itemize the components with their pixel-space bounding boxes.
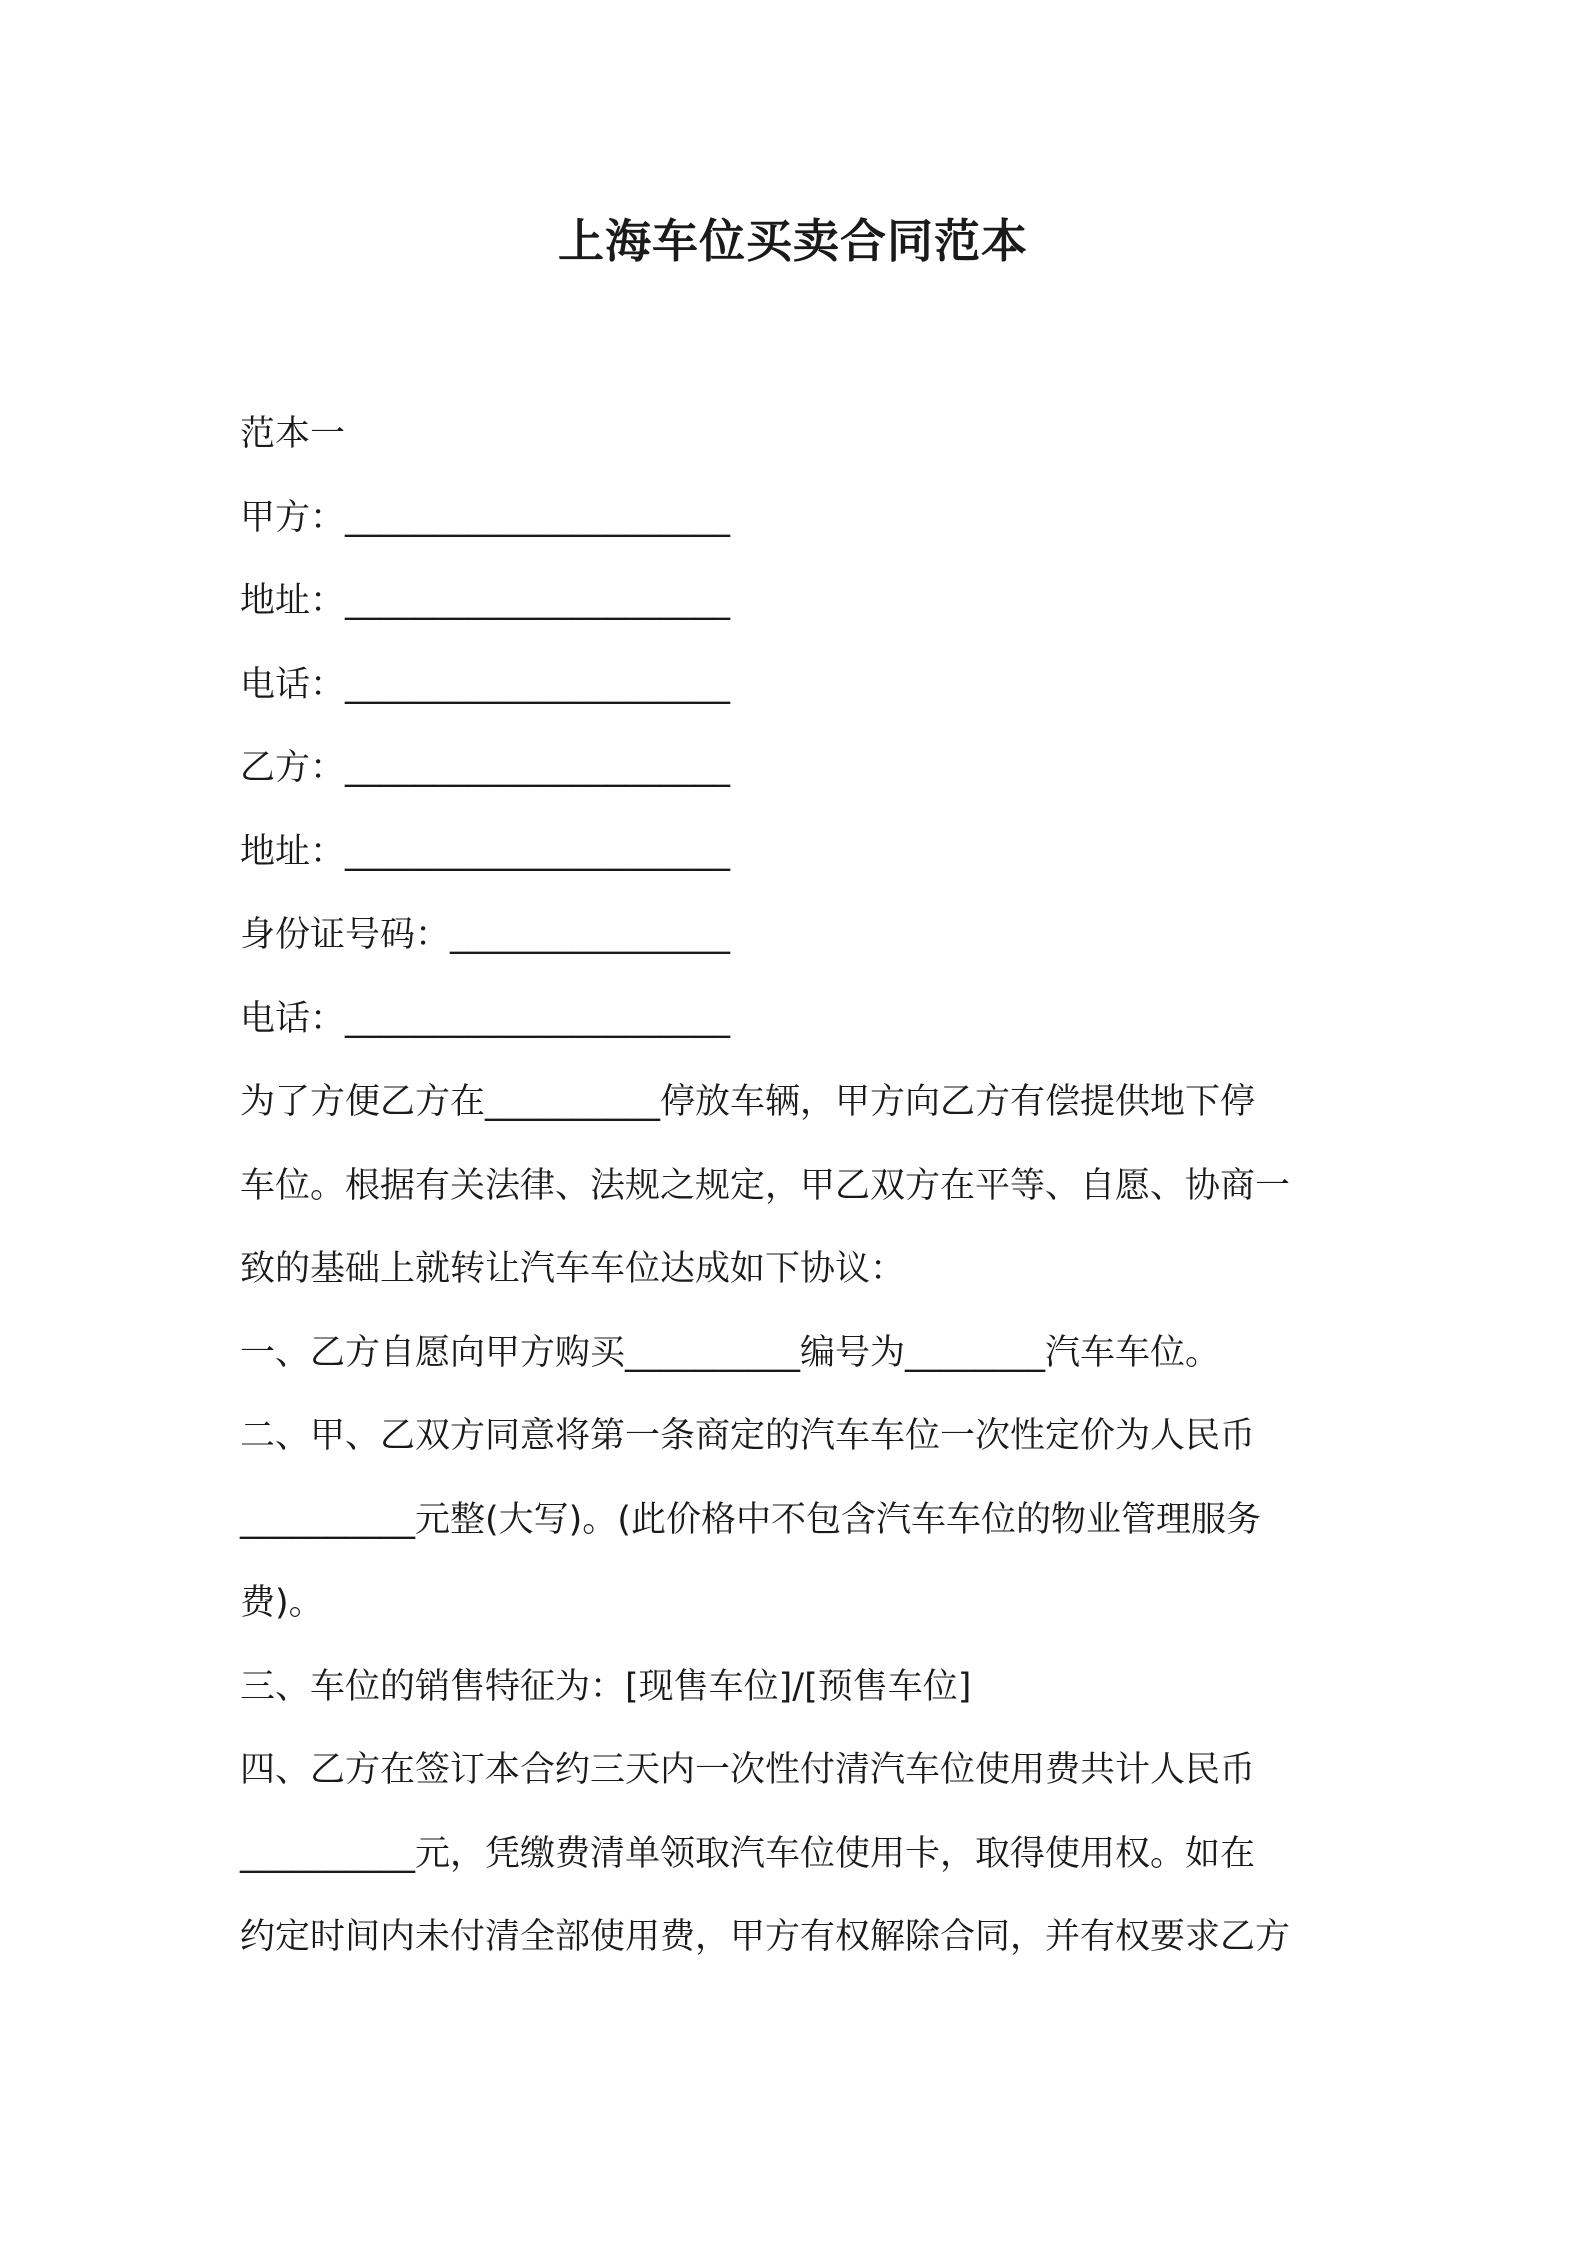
party-b-field: 乙方：______________________ bbox=[240, 748, 731, 788]
clause-3-line: 三、车位的销售特征为：[现售车位]/[预售车位] bbox=[240, 1667, 972, 1707]
party-b-address-field: 地址：______________________ bbox=[240, 832, 731, 872]
clause-4-line: 四、乙方在签订本合约三天内一次性付清汽车位使用费共计人民币 bbox=[240, 1750, 1256, 1790]
party-a-field: 甲方：______________________ bbox=[240, 498, 731, 538]
preamble-line: 致的基础上就转让汽车车位达成如下协议： bbox=[240, 1249, 906, 1289]
preamble-line: 为了方便乙方在__________停放车辆，甲方向乙方有偿提供地下停 bbox=[240, 1082, 1256, 1122]
section-heading: 范本一 bbox=[240, 414, 346, 454]
document-title: 上海车位买卖合同范本 bbox=[558, 214, 1028, 268]
party-b-phone-field: 电话：______________________ bbox=[240, 999, 731, 1039]
party-a-address-field: 地址：______________________ bbox=[240, 581, 731, 621]
clause-4-line: __________元，凭缴费清单领取汽车位使用卡，取得使用权。如在 bbox=[240, 1834, 1256, 1874]
preamble-line: 车位。根据有关法律、法规之规定，甲乙双方在平等、自愿、协商一 bbox=[240, 1166, 1291, 1206]
clause-2-line: __________元整(大写)。(此价格中不包含汽车车位的物业管理服务 bbox=[240, 1500, 1261, 1540]
clause-1-line: 一、乙方自愿向甲方购买__________编号为________汽车车位。 bbox=[240, 1333, 1221, 1373]
clause-4-line: 约定时间内未付清全部使用费，甲方有权解除合同，并有权要求乙方 bbox=[240, 1917, 1291, 1957]
clause-2-line: 费)。 bbox=[240, 1583, 324, 1623]
party-a-phone-field: 电话：______________________ bbox=[240, 665, 731, 705]
party-b-id-field: 身份证号码：________________ bbox=[240, 915, 731, 955]
clause-2-line: 二、甲、乙双方同意将第一条商定的汽车车位一次性定价为人民币 bbox=[240, 1416, 1256, 1456]
